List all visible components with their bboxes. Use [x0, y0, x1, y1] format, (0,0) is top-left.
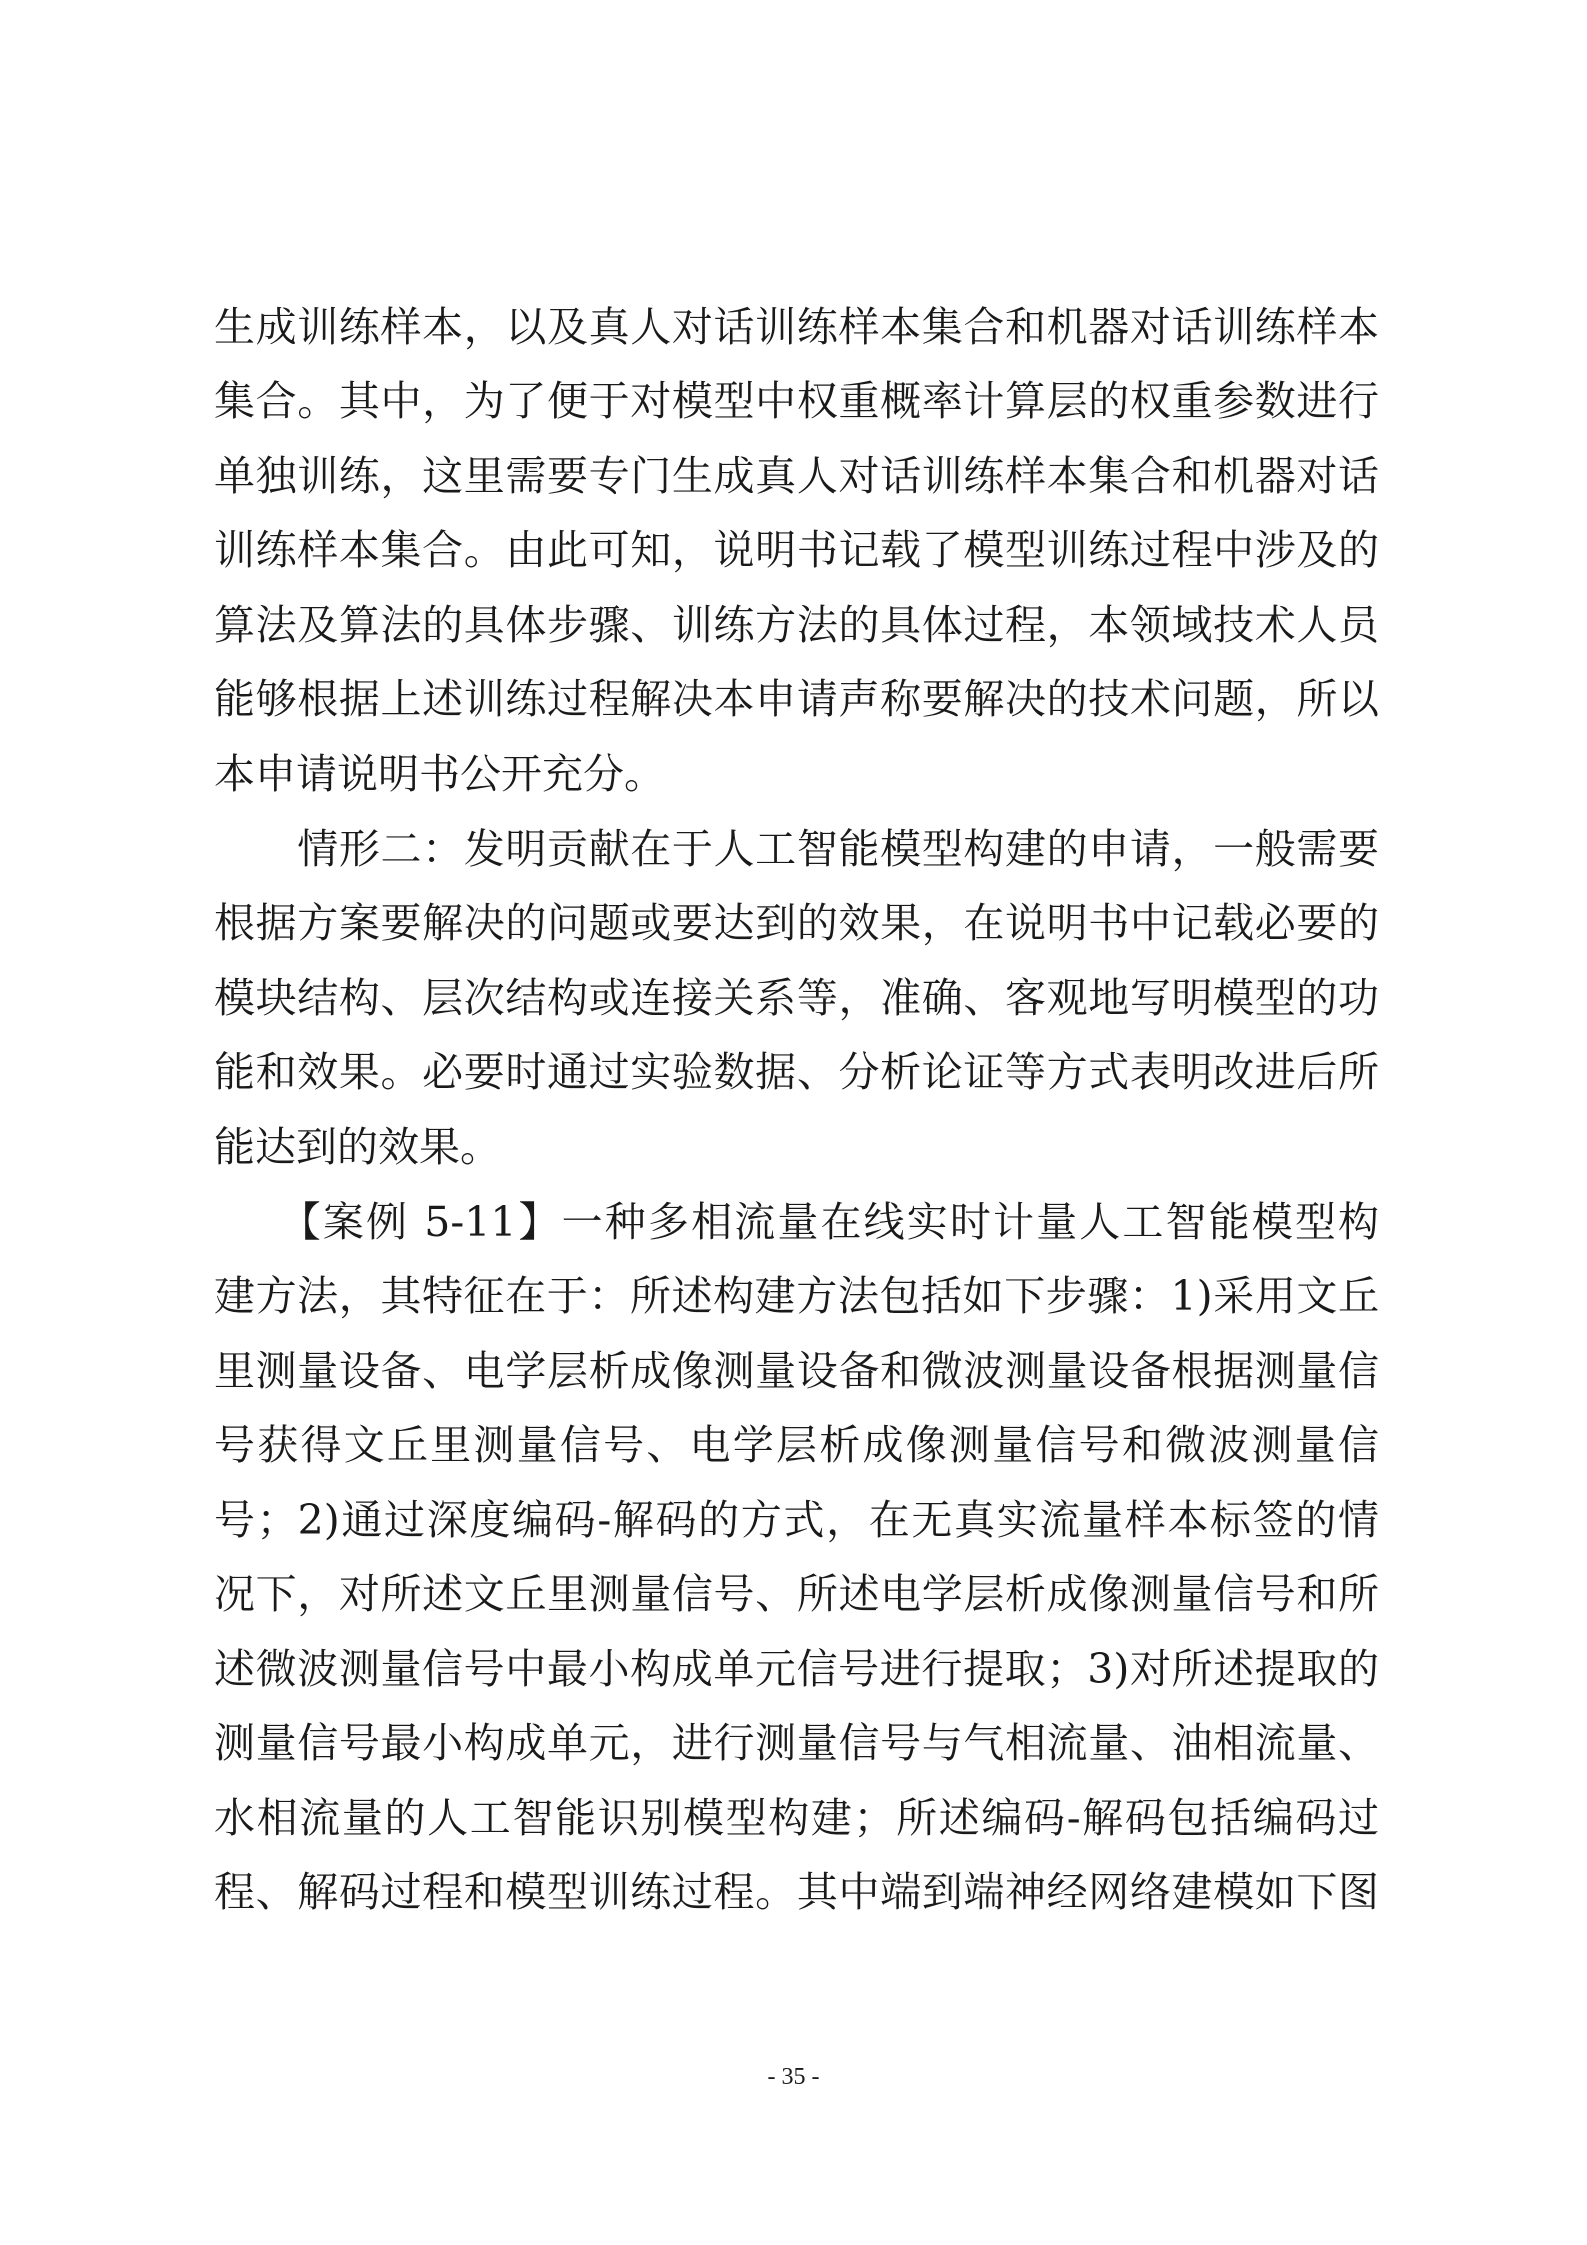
body-line-9: 根据方案要解决的问题或要达到的效果，在说明书中记载必要的 [214, 899, 1379, 947]
body-line-11: 能和效果。必要时通过实验数据、分析论证等方式表明改进后所 [214, 1048, 1379, 1096]
body-line-13: 【案例 5-11】一种多相流量在线实时计量人工智能模型构 [214, 1198, 1379, 1246]
body-line-5: 算法及算法的具体步骤、训练方法的具体过程，本领域技术人员 [214, 601, 1379, 649]
body-line-16: 号获得文丘里测量信号、电学层析成像测量信号和微波测量信 [214, 1421, 1379, 1469]
body-line-6: 能够根据上述训练过程解决本申请声称要解决的技术问题，所以 [214, 675, 1379, 723]
page-number: - 35 - [767, 2064, 820, 2090]
body-line-14: 建方法，其特征在于：所述构建方法包括如下步骤：1)采用文丘 [214, 1272, 1379, 1320]
body-line-3: 单独训练，这里需要专门生成真人对话训练样本集合和机器对话 [214, 452, 1379, 500]
body-line-4: 训练样本集合。由此可知，说明书记载了模型训练过程中涉及的 [214, 526, 1379, 574]
body-line-19: 述微波测量信号中最小构成单元信号进行提取；3)对所述提取的 [214, 1645, 1379, 1693]
body-line-7: 本申请说明书公开充分。 [214, 750, 665, 798]
body-line-20: 测量信号最小构成单元，进行测量信号与气相流量、油相流量、 [214, 1719, 1379, 1767]
body-line-18: 况下，对所述文丘里测量信号、所述电学层析成像测量信号和所 [214, 1570, 1379, 1618]
body-line-15: 里测量设备、电学层析成像测量设备和微波测量设备根据测量信 [214, 1347, 1379, 1395]
body-line-22: 程、解码过程和模型训练过程。其中端到端神经网络建模如下图 [214, 1868, 1379, 1916]
body-line-21: 水相流量的人工智能识别模型构建；所述编码-解码包括编码过 [214, 1794, 1379, 1842]
body-line-17: 号；2)通过深度编码-解码的方式，在无真实流量样本标签的情 [214, 1496, 1379, 1544]
body-line-8: 情形二：发明贡献在于人工智能模型构建的申请，一般需要 [214, 825, 1379, 873]
body-line-10: 模块结构、层次结构或连接关系等，准确、客观地写明模型的功 [214, 974, 1379, 1022]
body-line-1: 生成训练样本，以及真人对话训练样本集合和机器对话训练样本 [214, 303, 1379, 351]
body-line-2: 集合。其中，为了便于对模型中权重概率计算层的权重参数进行 [214, 377, 1379, 425]
body-line-12: 能达到的效果。 [214, 1123, 501, 1171]
